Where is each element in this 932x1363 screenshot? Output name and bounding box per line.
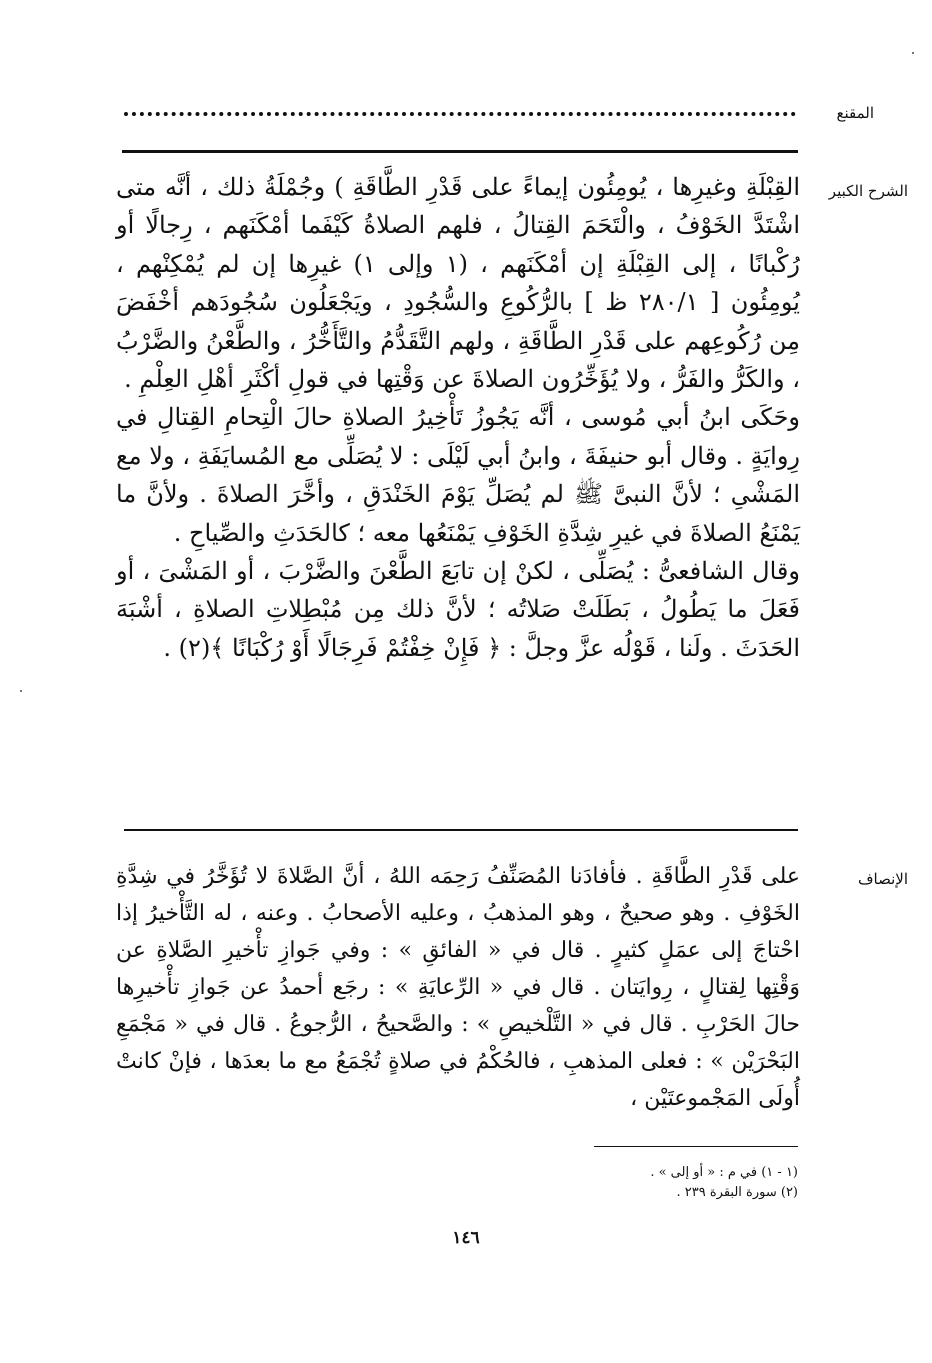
footnote: (١ - ١) في م : « أو إلى » . [650,1165,798,1180]
dotted-rule [124,112,796,116]
sharh-paragraph: القِبْلَةِ وغيرِها ، يُومِئُون إيماءً على قَدْرِ الطَّاقَةِ ) وجُمْلَةُ ذلك ، أنَّه متى اشْتَدَّ الخَوْفُ ، والْتَحَمَ القِتالُ ، فلهم الصلاةُ كَيْفَما أمْكَنَهم ، رِجالًا أو رُكْبانًا ، إلى القِبْلَةِ إن أمْكَنَهم ، (١ وإلى ١) غيرِها إن لم يُمْكِنْهم ، يُومِئُون [ ٢٨٠/١ ظ ] بالرُّكُوعِ والسُّجُودِ ، ويَجْعَلُون سُجُودَهم أخْفَضَ مِن رُكُوعِهم على قَدْرِ الطَّاقَةِ ، ولهم التَّقَدُّمُ والتَّأَخُّرُ ، والطَّعْنُ والضَّرْبُ ، والكَرُّ والفَرُّ ، ولا يُؤَخِّرُون الصلاةَ عن وَقْتِها في قولِ أكْثَرِ أهْلِ العِلْمِ . [116,173,800,394]
running-title: المقنع [836,104,874,122]
sharh-text [116,168,800,667]
sharh-paragraph: وحَكَى ابنُ أبي مُوسى ، أنَّه يَجُوزُ تَأْخِيرُ الصلاةِ حالَ الْتِحامِ القِتالِ في رِوايَةٍ . وقال أبو حنيفَةَ ، وابنُ أبي لَيْلَى : لا يُصَلِّى مع المُسايَفَةِ ، ولا مع المَشْىِ ؛ لأنَّ النبىَّ ﷺ لم يُصَلِّ يَوْمَ الخَنْدَقِ ، وأخَّرَ الصلاةَ . ولأنَّ ما يَمْنَعُ الصلاةَ في غيرِ شِدَّةِ الخَوْفِ يَمْنَعُها معه ؛ كالحَدَثِ والصِّياحِ . [116,403,800,547]
page-number: ١٤٦ [452,1228,480,1248]
footnote-rule [594,1146,798,1147]
sharh-label: الشرح الكبير [828,182,908,200]
sharh-paragraph: وقال الشافعىُّ : يُصَلِّى ، لكنْ إن تابَعَ الطَّعْنَ والضَّرْبَ ، أو المَشْىَ ، أو فَعَلَ ما يَطُولُ ، بَطَلَتْ صَلاتُه ؛ لأنَّ ذلك مِن مُبْطِلاتِ الصلاةِ ، أشْبَهَ الحَدَثَ . ولَنا ، قَوْلُه عزَّ وجلَّ : ﴿ فَإِنْ خِفْتُمْ فَرِجَالًا أَوْ رُكْبَانًا ﴾(٢) . [116,557,800,662]
footnotes [400,1163,798,1203]
top-rule [122,150,798,153]
insaf-text [116,858,800,1117]
scan-speck [20,690,22,692]
insaf-label: الإنصاف [857,870,908,888]
scan-speck [912,52,914,54]
insaf-paragraph: على قَدْرِ الطَّاقَةِ . فأفادَنا المُصَنِّفُ رَحِمَه اللهُ ، أنَّ الصَّلاةَ لا تُؤَخَّرُ في شِدَّةِ الخَوْفِ . وهو صحيحٌ ، وهو المذهبُ ، وعليه الأصحابُ . وعنه ، له التَّأْخيرُ إذا احْتاجَ إلى عمَلٍ كثيرٍ . قال في « الفائقِ » : وفي جَوازِ تأْخيرِ الصَّلاةِ عن وَقْتِها لِقتالٍ ، رِوايَتان . قال في « الرِّعايَةِ » : رجَع أحمدُ عن جَوازِ تأْخيرِها حالَ الحَرْبِ . قال في « التَّلْخيصِ » : والصَّحيحُ ، الرُّجوعُ . قال في « مَجْمَعِ البَحْرَيْن » : فعلى المذهبِ ، فالحُكْمُ في صلاةٍ تُجْمَعُ مع ما بعدَها ، فإنْ كانتْ أُولَى المَجْموعتَيْن ، [116,864,800,1111]
footnote: (٢) سورة البقرة ٢٣٩ . [676,1185,798,1200]
section-rule [124,829,798,831]
